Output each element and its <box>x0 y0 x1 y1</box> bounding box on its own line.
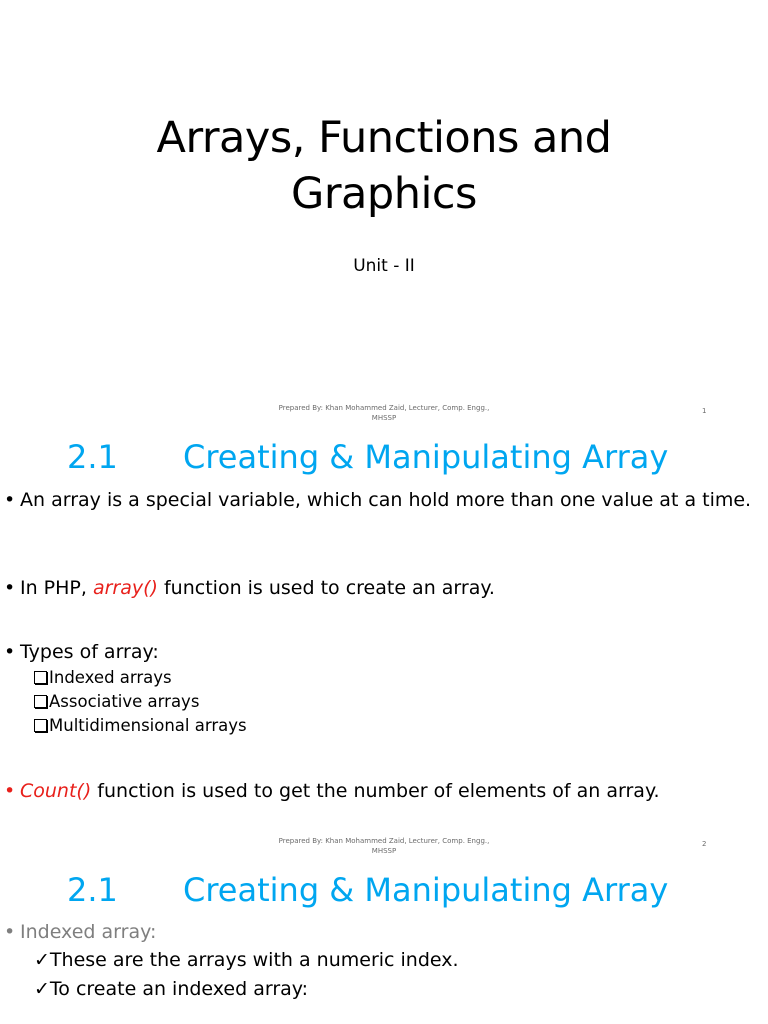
footer-line-1: Prepared By: Khan Mohammed Zaid, Lecturer, Comp. Engg., <box>278 837 490 845</box>
bullet-text-suffix: function is used to get the number of elements of an array. <box>91 780 660 802</box>
title-line-2: Graphics <box>291 169 477 219</box>
sub-list-text: Indexed arrays <box>49 668 172 687</box>
bullet-icon: • <box>4 780 16 802</box>
bullet-text: An array is a special variable, which can hold more than one value at a time. <box>20 489 752 511</box>
bullet-text <box>4 779 754 803</box>
bullet-item <box>4 779 754 803</box>
page-number: 1 <box>702 407 707 415</box>
bullet-item <box>4 488 754 512</box>
sub-list-item <box>34 714 247 738</box>
tick-list-text: These are the arrays with a numeric index. <box>49 949 459 971</box>
slide-3 <box>0 864 768 1024</box>
code-keyword: array() <box>92 577 158 599</box>
tick-list-text: To create an indexed array: <box>49 978 309 1000</box>
check-icon: ✓ <box>34 949 50 971</box>
slide-title <box>0 110 768 222</box>
footer-line-2: MHSSP <box>371 847 397 855</box>
slide-2 <box>0 430 768 864</box>
bullet-icon: • <box>4 641 16 663</box>
heading-text: Creating & Manipulating Array <box>183 871 669 909</box>
title-line-1: Arrays, Functions and <box>156 113 612 163</box>
bullet-text: Indexed array: <box>20 921 157 943</box>
bullet-icon: • <box>4 489 16 511</box>
bullet-item <box>4 640 754 664</box>
heading-number: 2.1 <box>67 438 118 476</box>
bullet-icon: • <box>4 921 16 943</box>
sub-list-text: Associative arrays <box>49 692 200 711</box>
bullet-text-prefix: In PHP, <box>20 577 93 599</box>
bullet-icon: • <box>4 577 16 599</box>
sub-list-text: Multidimensional arrays <box>49 716 247 735</box>
tick-list-item <box>34 976 308 1002</box>
footer-line-2: MHSSP <box>371 414 397 422</box>
checkbox-icon <box>34 671 47 684</box>
check-icon: ✓ <box>34 978 50 1000</box>
code-keyword: Count() <box>20 780 92 802</box>
slide-footer <box>234 403 534 423</box>
slide-subtitle: Unit - II <box>353 256 415 276</box>
bullet-text <box>4 576 754 600</box>
heading-number: 2.1 <box>67 871 118 909</box>
sub-list-item <box>34 690 199 714</box>
checkbox-icon <box>34 695 47 708</box>
slide-1 <box>0 0 768 430</box>
sub-list-item <box>34 666 172 690</box>
checkbox-icon <box>34 719 47 732</box>
heading-text: Creating & Manipulating Array <box>183 438 669 476</box>
bullet-text: Types of array: <box>20 641 159 663</box>
bullet-item <box>4 920 754 944</box>
footer-line-1: Prepared By: Khan Mohammed Zaid, Lecturer, Comp. Engg., <box>278 404 490 412</box>
tick-list-item <box>34 947 459 973</box>
page-number: 2 <box>702 840 707 848</box>
bullet-text-suffix: function is used to create an array. <box>157 577 495 599</box>
bullet-item <box>4 576 754 600</box>
slide-footer <box>234 836 534 856</box>
